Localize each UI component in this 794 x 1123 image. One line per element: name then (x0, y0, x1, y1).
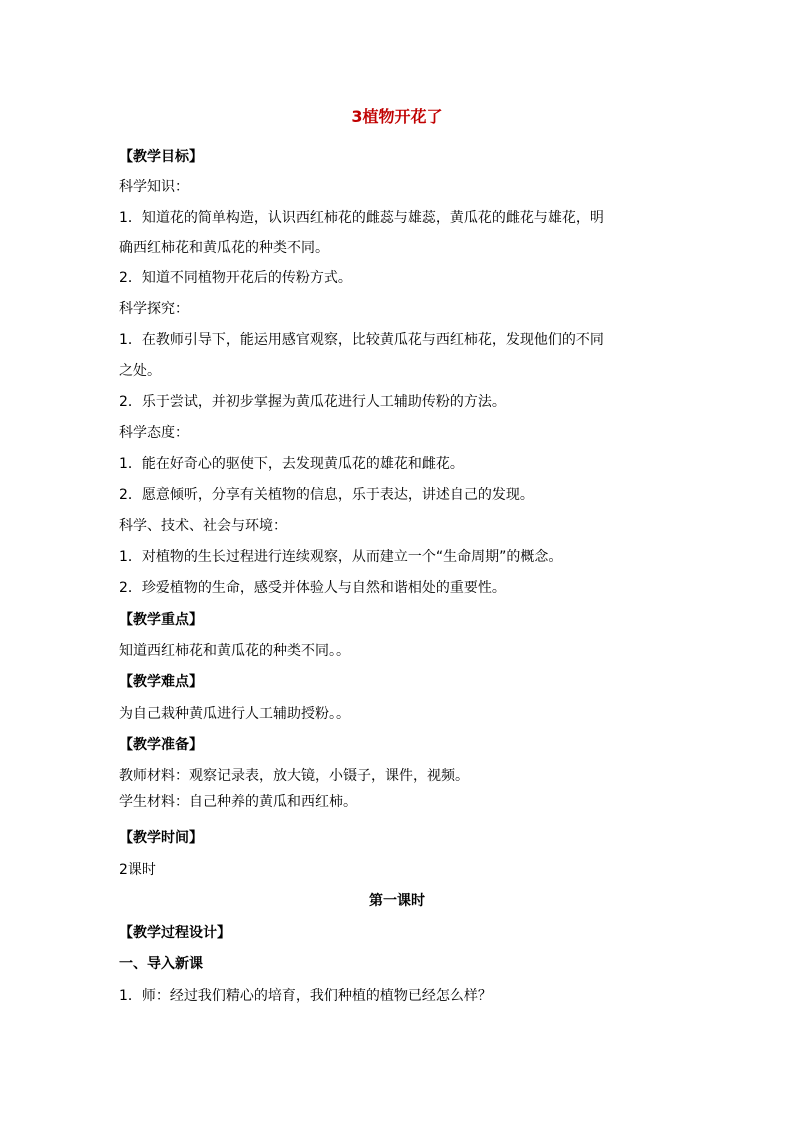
inquiry-item-1-line-1: 1．在教师引导下，能运用感官观察，比较黄瓜花与西红柿花，发现他们的不同 (119, 332, 604, 348)
intro-heading: 一、导入新课 (119, 956, 203, 972)
knowledge-label: 科学知识： (119, 179, 189, 195)
difficulty-heading: 【教学难点】 (119, 674, 203, 690)
sts-item-2: 2．珍爱植物的生命，感受并体验人与自然和谐相处的重要性。 (119, 580, 506, 596)
difficulty-text: 为自己栽种黄瓜进行人工辅助授粉。。 (119, 706, 350, 722)
key-points-heading: 【教学重点】 (119, 612, 203, 628)
knowledge-item-1-line-2: 确西红柿花和黄瓜花的种类不同。 (119, 240, 329, 256)
preparation-teacher: 教师材料：观察记录表，放大镜，小镊子，课件，视频。 (119, 768, 469, 784)
document-title: 3植物开花了 (351, 107, 443, 126)
attitude-item-2: 2．愿意倾听，分享有关植物的信息，乐于表达，讲述自己的发现。 (119, 487, 534, 503)
inquiry-item-2: 2．乐于尝试，并初步掌握为黄瓜花进行人工辅助传粉的方法。 (119, 394, 506, 410)
lesson-one-title: 第一课时 (369, 893, 425, 909)
time-heading: 【教学时间】 (119, 830, 203, 846)
sts-label: 科学、技术、社会与环境： (119, 518, 287, 534)
attitude-item-1: 1．能在好奇心的驱使下，去发现黄瓜花的雄花和雌花。 (119, 456, 464, 472)
inquiry-item-1-line-2: 之处。 (119, 363, 161, 379)
goals-heading: 【教学目标】 (119, 149, 203, 165)
attitude-label: 科学态度： (119, 425, 189, 441)
knowledge-item-1-line-1: 1．知道花的简单构造，认识西红柿花的雌蕊与雄蕊，黄瓜花的雌花与雄花，明 (119, 210, 604, 226)
key-points-text: 知道西红柿花和黄瓜花的种类不同。。 (119, 643, 350, 659)
inquiry-label: 科学探究： (119, 301, 189, 317)
knowledge-item-2: 2．知道不同植物开花后的传粉方式。 (119, 270, 352, 286)
time-text: 2课时 (119, 862, 156, 878)
process-heading: 【教学过程设计】 (119, 925, 231, 941)
preparation-heading: 【教学准备】 (119, 737, 203, 753)
preparation-student: 学生材料：自己种养的黄瓜和西红柿。 (119, 794, 357, 810)
intro-item-1: 1．师：经过我们精心的培育，我们种植的植物已经怎么样？ (119, 988, 492, 1004)
sts-item-1: 1．对植物的生长过程进行连续观察，从而建立一个“生命周期”的概念。 (119, 549, 563, 565)
